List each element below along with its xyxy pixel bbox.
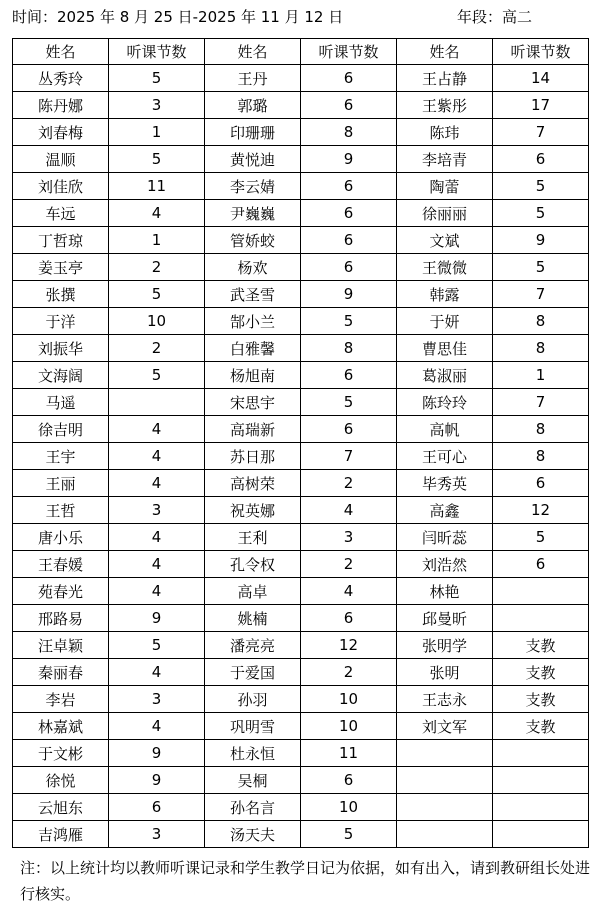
teacher-name-cell: 汪卓颖 xyxy=(13,632,109,659)
teacher-name-cell: 王志永 xyxy=(397,686,493,713)
lesson-count-cell: 6 xyxy=(301,416,397,443)
lesson-count-cell: 12 xyxy=(301,632,397,659)
lesson-count-cell: 4 xyxy=(109,524,205,551)
lesson-count-cell: 3 xyxy=(109,92,205,119)
teacher-name-cell: 武圣雪 xyxy=(205,281,301,308)
lesson-count-cell: 7 xyxy=(493,119,589,146)
teacher-name-cell: 车远 xyxy=(13,200,109,227)
teacher-name-cell: 高瑞新 xyxy=(205,416,301,443)
lesson-count-cell: 支教 xyxy=(493,632,589,659)
teacher-name-cell: 宋思宇 xyxy=(205,389,301,416)
teacher-name-cell: 吉鸿雁 xyxy=(13,821,109,848)
lesson-count-cell: 6 xyxy=(301,254,397,281)
teacher-name-cell: 王哲 xyxy=(13,497,109,524)
lesson-count-cell: 12 xyxy=(493,497,589,524)
teacher-name-cell: 徐悦 xyxy=(13,767,109,794)
teacher-name-cell: 云旭东 xyxy=(13,794,109,821)
teacher-name-cell: 于文彬 xyxy=(13,740,109,767)
grade-label: 年段：高二 xyxy=(457,8,533,26)
lesson-count-cell xyxy=(493,740,589,767)
teacher-name-cell: 张明 xyxy=(397,659,493,686)
teacher-name-cell: 徐吉明 xyxy=(13,416,109,443)
lesson-count-cell: 4 xyxy=(109,551,205,578)
lesson-count-cell: 4 xyxy=(109,578,205,605)
lesson-count-cell: 6 xyxy=(301,767,397,794)
table-row xyxy=(13,254,589,281)
teacher-name-cell: 汤天夫 xyxy=(205,821,301,848)
lesson-count-cell: 10 xyxy=(301,713,397,740)
teacher-name-cell: 马遥 xyxy=(13,389,109,416)
lesson-count-cell xyxy=(109,389,205,416)
teacher-name-cell: 邱曼昕 xyxy=(397,605,493,632)
teacher-name-cell: 郜小兰 xyxy=(205,308,301,335)
lesson-count-cell: 6 xyxy=(301,227,397,254)
lesson-count-cell: 6 xyxy=(493,146,589,173)
teacher-name-cell xyxy=(397,767,493,794)
lesson-count-cell: 2 xyxy=(301,470,397,497)
lesson-count-cell: 8 xyxy=(301,335,397,362)
table-row xyxy=(13,821,589,848)
lesson-count-cell: 6 xyxy=(493,551,589,578)
teacher-name-cell: 苏日那 xyxy=(205,443,301,470)
lesson-count-cell: 4 xyxy=(109,416,205,443)
table-header-row xyxy=(13,39,589,65)
lesson-count-cell: 9 xyxy=(109,605,205,632)
lesson-count-cell: 4 xyxy=(301,497,397,524)
teacher-name-cell: 闫昕蕊 xyxy=(397,524,493,551)
table-body xyxy=(13,65,589,848)
lesson-count-cell: 5 xyxy=(493,524,589,551)
teacher-name-cell: 杨欢 xyxy=(205,254,301,281)
table-row xyxy=(13,470,589,497)
lesson-count-cell xyxy=(493,578,589,605)
teacher-name-cell: 文海阔 xyxy=(13,362,109,389)
table-row xyxy=(13,308,589,335)
lesson-count-cell: 1 xyxy=(109,119,205,146)
teacher-name-cell: 陶蕾 xyxy=(397,173,493,200)
lesson-count-cell: 9 xyxy=(493,227,589,254)
lesson-count-cell: 5 xyxy=(493,200,589,227)
table-row xyxy=(13,740,589,767)
lesson-count-cell: 9 xyxy=(301,281,397,308)
teacher-name-cell: 孔令权 xyxy=(205,551,301,578)
lesson-count-cell: 6 xyxy=(301,173,397,200)
teacher-name-cell: 李培青 xyxy=(397,146,493,173)
lesson-count-cell: 5 xyxy=(109,146,205,173)
teacher-name-cell: 杨旭南 xyxy=(205,362,301,389)
lesson-count-cell: 8 xyxy=(493,416,589,443)
lesson-count-cell: 支教 xyxy=(493,713,589,740)
lesson-count-cell xyxy=(493,821,589,848)
teacher-name-cell: 刘浩然 xyxy=(397,551,493,578)
teacher-name-cell: 温顺 xyxy=(13,146,109,173)
lesson-count-cell: 10 xyxy=(109,308,205,335)
lesson-count-cell: 3 xyxy=(301,524,397,551)
lesson-count-cell: 5 xyxy=(493,254,589,281)
table-row xyxy=(13,173,589,200)
table-row xyxy=(13,281,589,308)
table-row xyxy=(13,92,589,119)
teacher-name-cell: 高树荣 xyxy=(205,470,301,497)
lesson-count-cell: 5 xyxy=(109,632,205,659)
teacher-name-cell: 潘亮亮 xyxy=(205,632,301,659)
teacher-name-cell: 孙羽 xyxy=(205,686,301,713)
teacher-name-cell: 林艳 xyxy=(397,578,493,605)
teacher-name-cell: 陈玮 xyxy=(397,119,493,146)
teacher-name-cell: 李岩 xyxy=(13,686,109,713)
date-range: 时间：2025 年 8 月 25 日-2025 年 11 月 12 日 xyxy=(12,8,344,26)
table-row xyxy=(13,767,589,794)
lesson-count-cell: 6 xyxy=(301,92,397,119)
teacher-name-cell: 韩露 xyxy=(397,281,493,308)
lesson-count-cell: 5 xyxy=(301,389,397,416)
column-header-name: 姓名 xyxy=(13,39,109,65)
teacher-name-cell: 唐小乐 xyxy=(13,524,109,551)
teacher-name-cell: 林嘉斌 xyxy=(13,713,109,740)
teacher-name-cell: 王微微 xyxy=(397,254,493,281)
teacher-name-cell: 巩明雪 xyxy=(205,713,301,740)
column-header-count: 听课节数 xyxy=(493,39,589,65)
teacher-name-cell: 白雅馨 xyxy=(205,335,301,362)
lesson-count-cell: 2 xyxy=(301,551,397,578)
table-row xyxy=(13,551,589,578)
table-row xyxy=(13,578,589,605)
lesson-count-cell: 8 xyxy=(301,119,397,146)
teacher-name-cell: 丁哲琼 xyxy=(13,227,109,254)
lesson-count-cell: 5 xyxy=(301,308,397,335)
lesson-count-cell: 10 xyxy=(301,794,397,821)
lesson-count-cell: 4 xyxy=(109,659,205,686)
lesson-count-cell: 7 xyxy=(493,281,589,308)
lesson-count-cell: 6 xyxy=(301,65,397,92)
lesson-count-cell: 8 xyxy=(493,443,589,470)
table-row xyxy=(13,362,589,389)
teacher-name-cell: 王利 xyxy=(205,524,301,551)
column-header-name: 姓名 xyxy=(397,39,493,65)
teacher-name-cell: 葛淑丽 xyxy=(397,362,493,389)
lesson-count-cell: 10 xyxy=(301,686,397,713)
lesson-count-cell: 6 xyxy=(301,200,397,227)
table-row xyxy=(13,146,589,173)
table-row xyxy=(13,65,589,92)
lesson-count-cell: 3 xyxy=(109,821,205,848)
table-row xyxy=(13,335,589,362)
lesson-count-cell: 1 xyxy=(493,362,589,389)
teacher-name-cell: 姚楠 xyxy=(205,605,301,632)
teacher-name-cell: 尹巍巍 xyxy=(205,200,301,227)
teacher-name-cell: 姜玉亭 xyxy=(13,254,109,281)
teacher-name-cell: 印珊珊 xyxy=(205,119,301,146)
teacher-name-cell: 王丽 xyxy=(13,470,109,497)
table-row xyxy=(13,389,589,416)
teacher-name-cell: 毕秀英 xyxy=(397,470,493,497)
lesson-count-cell: 4 xyxy=(109,713,205,740)
teacher-name-cell: 高卓 xyxy=(205,578,301,605)
table-row xyxy=(13,416,589,443)
table-row xyxy=(13,443,589,470)
lesson-count-cell: 7 xyxy=(493,389,589,416)
teacher-name-cell: 刘振华 xyxy=(13,335,109,362)
document-header xyxy=(0,4,608,28)
teacher-name-cell: 徐丽丽 xyxy=(397,200,493,227)
lesson-count-cell: 5 xyxy=(109,281,205,308)
teacher-name-cell: 王紫彤 xyxy=(397,92,493,119)
teacher-name-cell: 刘佳欣 xyxy=(13,173,109,200)
table-row xyxy=(13,524,589,551)
observation-count-table xyxy=(12,38,589,848)
footnote: 注：以上统计均以教师听课记录和学生教学日记为依据，如有出入，请到教研组长处进行核实。 xyxy=(20,859,591,903)
table-row xyxy=(13,686,589,713)
lesson-count-cell: 8 xyxy=(493,308,589,335)
teacher-name-cell: 郭璐 xyxy=(205,92,301,119)
teacher-name-cell: 曹思佳 xyxy=(397,335,493,362)
teacher-name-cell: 文斌 xyxy=(397,227,493,254)
table-row xyxy=(13,497,589,524)
teacher-name-cell: 陈玲玲 xyxy=(397,389,493,416)
lesson-count-cell: 支教 xyxy=(493,686,589,713)
table-row xyxy=(13,632,589,659)
lesson-count-cell: 7 xyxy=(301,443,397,470)
teacher-name-cell: 于妍 xyxy=(397,308,493,335)
lesson-count-cell: 4 xyxy=(109,470,205,497)
teacher-name-cell: 祝英娜 xyxy=(205,497,301,524)
lesson-count-cell: 4 xyxy=(109,200,205,227)
column-header-count: 听课节数 xyxy=(109,39,205,65)
lesson-count-cell: 9 xyxy=(109,740,205,767)
table-row xyxy=(13,605,589,632)
lesson-count-cell: 2 xyxy=(109,335,205,362)
table-row xyxy=(13,200,589,227)
teacher-name-cell: 于爱国 xyxy=(205,659,301,686)
lesson-count-cell: 5 xyxy=(109,65,205,92)
lesson-count-cell: 2 xyxy=(301,659,397,686)
table-row xyxy=(13,659,589,686)
table-row xyxy=(13,794,589,821)
table-row xyxy=(13,119,589,146)
teacher-name-cell xyxy=(397,821,493,848)
teacher-name-cell xyxy=(397,794,493,821)
teacher-name-cell: 苑春光 xyxy=(13,578,109,605)
teacher-name-cell: 刘文军 xyxy=(397,713,493,740)
teacher-name-cell: 杜永恒 xyxy=(205,740,301,767)
teacher-name-cell: 孙名言 xyxy=(205,794,301,821)
teacher-name-cell: 李云婧 xyxy=(205,173,301,200)
teacher-name-cell: 高帆 xyxy=(397,416,493,443)
teacher-name-cell: 于洋 xyxy=(13,308,109,335)
lesson-count-cell: 11 xyxy=(109,173,205,200)
table-row xyxy=(13,227,589,254)
teacher-name-cell: 管娇蛟 xyxy=(205,227,301,254)
lesson-count-cell: 5 xyxy=(109,362,205,389)
teacher-name-cell: 刘春梅 xyxy=(13,119,109,146)
lesson-count-cell: 4 xyxy=(301,578,397,605)
lesson-count-cell xyxy=(493,794,589,821)
lesson-count-cell: 6 xyxy=(301,605,397,632)
lesson-count-cell: 9 xyxy=(301,146,397,173)
teacher-name-cell: 吴桐 xyxy=(205,767,301,794)
teacher-name-cell xyxy=(397,740,493,767)
lesson-count-cell xyxy=(493,767,589,794)
teacher-name-cell: 张明学 xyxy=(397,632,493,659)
teacher-name-cell: 王占静 xyxy=(397,65,493,92)
teacher-name-cell: 王春媛 xyxy=(13,551,109,578)
lesson-count-cell: 11 xyxy=(301,740,397,767)
lesson-count-cell: 2 xyxy=(109,254,205,281)
teacher-name-cell: 张撰 xyxy=(13,281,109,308)
lesson-count-cell xyxy=(493,605,589,632)
lesson-count-cell: 1 xyxy=(109,227,205,254)
lesson-count-cell: 支教 xyxy=(493,659,589,686)
teacher-name-cell: 王可心 xyxy=(397,443,493,470)
teacher-name-cell: 陈丹娜 xyxy=(13,92,109,119)
teacher-name-cell: 秦丽春 xyxy=(13,659,109,686)
teacher-name-cell: 王宇 xyxy=(13,443,109,470)
lesson-count-cell: 6 xyxy=(109,794,205,821)
lesson-count-cell: 5 xyxy=(301,821,397,848)
lesson-count-cell: 6 xyxy=(493,470,589,497)
lesson-count-cell: 8 xyxy=(493,335,589,362)
teacher-name-cell: 邢路易 xyxy=(13,605,109,632)
teacher-name-cell: 高鑫 xyxy=(397,497,493,524)
teacher-name-cell: 黄悦迪 xyxy=(205,146,301,173)
lesson-count-cell: 14 xyxy=(493,65,589,92)
lesson-count-cell: 9 xyxy=(109,767,205,794)
lesson-count-cell: 6 xyxy=(301,362,397,389)
lesson-count-cell: 3 xyxy=(109,497,205,524)
column-header-count: 听课节数 xyxy=(301,39,397,65)
column-header-name: 姓名 xyxy=(205,39,301,65)
lesson-count-cell: 17 xyxy=(493,92,589,119)
teacher-name-cell: 丛秀玲 xyxy=(13,65,109,92)
teacher-name-cell: 王丹 xyxy=(205,65,301,92)
lesson-count-cell: 4 xyxy=(109,443,205,470)
table-row xyxy=(13,713,589,740)
lesson-count-cell: 3 xyxy=(109,686,205,713)
lesson-count-cell: 5 xyxy=(493,173,589,200)
